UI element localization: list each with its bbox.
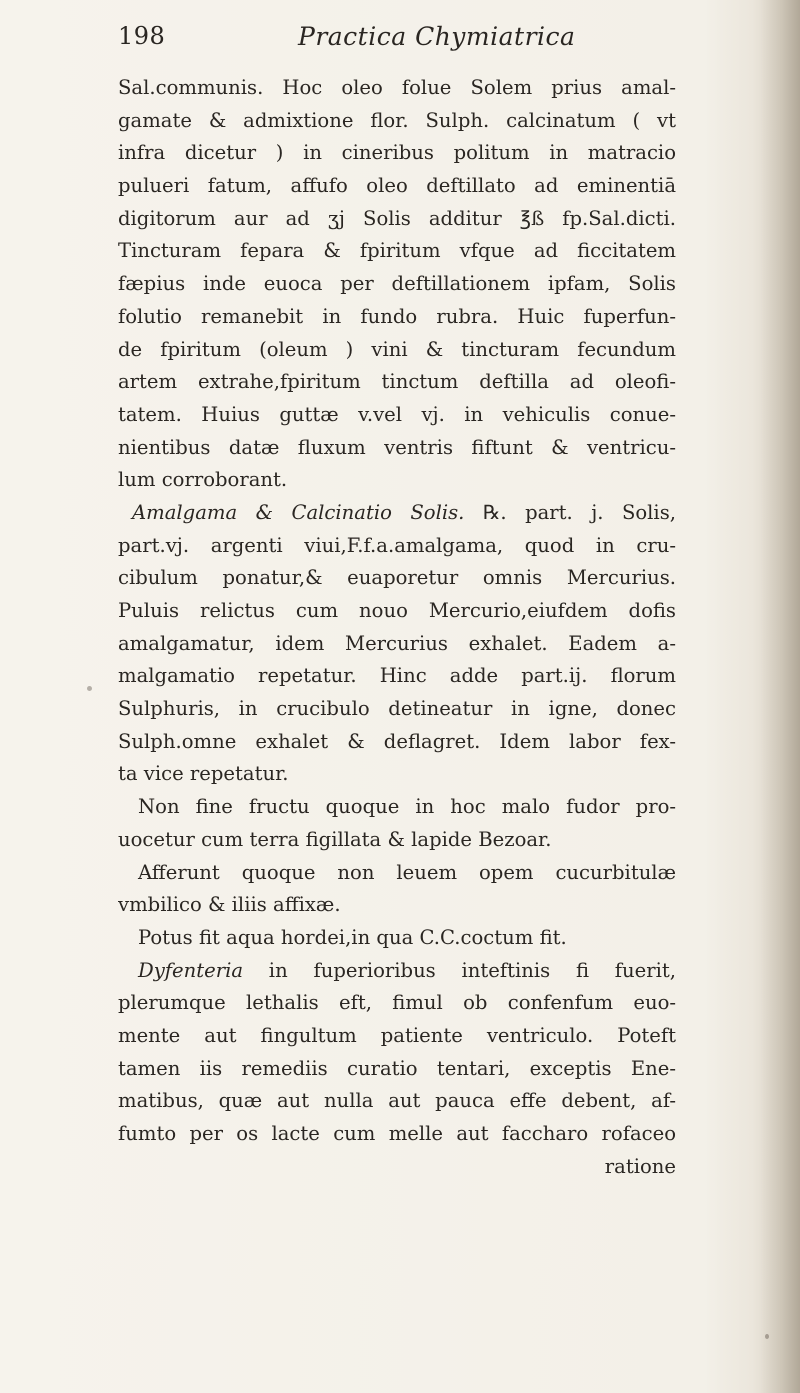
text-line: tamen iis remediis curatio tentari, exceptis Ene-	[118, 1056, 676, 1080]
text-line: digitorum aur ad ʒj Solis additur ℥ß fp.Sal.dicti.	[118, 206, 676, 230]
italic-heading: Dyfenteria	[138, 958, 244, 982]
ink-speck	[87, 686, 92, 691]
text-line: Sal.communis. Hoc oleo folue Solem prius amal-	[118, 76, 676, 99]
line-text: ℞. part. j. Solis,	[464, 500, 676, 524]
text-line: mente aut fingultum patiente ventriculo. Poteft	[118, 1023, 676, 1047]
ink-speck	[765, 1334, 769, 1339]
text-line: pulueri fatum, affufo oleo deftillato ad eminentiā	[118, 174, 676, 198]
text-line: Afferunt quoque non leuem opem cucurbitulæ	[138, 860, 676, 884]
text-line: matibus, quæ aut nulla aut pauca effe debent, af-	[118, 1089, 676, 1113]
italic-heading: Amalgama & Calcinatio Solis.	[132, 500, 465, 524]
running-title: Practica Chymiatrica	[298, 22, 576, 51]
text-line	[118, 955, 676, 988]
text-line: Sulph.omne exhalet & deflagret. Idem labor fex-	[118, 729, 676, 753]
page-header	[118, 14, 678, 58]
text-line: ratione	[604, 1154, 676, 1178]
text-line: fumto per os lacte cum melle aut faccharo rofaceo	[118, 1122, 676, 1145]
text-line: fæpius inde euoca per deftillationem ipfam, Solis	[118, 272, 676, 296]
text-line: artem extrahe,fpiritum tinctum deftilla ad oleofi-	[118, 370, 676, 394]
page-gutter-shadow	[760, 0, 800, 1393]
text-line: gamate & admixtione flor. Sulph. calcinatum ( vt	[118, 108, 676, 132]
text-line	[118, 497, 676, 530]
text-line: ta vice repetatur.	[118, 762, 289, 786]
text-line: folutio remanebit in fundo rubra. Huic fuperfun-	[118, 304, 676, 328]
text-line: uocetur cum terra figillata & lapide Bezoar.	[118, 827, 552, 851]
page-number: 198	[118, 22, 166, 50]
text-line: de fpiritum (oleum ) vini & tincturam fecundum	[118, 337, 676, 361]
text-line: Potus fit aqua hordei,in qua C.C.coctum fit.	[138, 925, 567, 949]
line-text: in fuperioribus inteftinis fi fuerit,	[243, 958, 676, 982]
text-line: Sulphuris, in crucibulo detineatur in igne, donec	[118, 697, 676, 721]
text-line: Tincturam fepara & fpiritum vfque ad ficcitatem	[118, 239, 676, 263]
text-line: malgamatio repetatur. Hinc adde part.ij. florum	[118, 664, 676, 688]
text-line: amalgamatur, idem Mercurius exhalet. Eadem a-	[118, 631, 676, 655]
text-line: Non fine fructu quoque in hoc malo fudor pro-	[138, 795, 676, 819]
text-line: cibulum ponatur,& euaporetur omnis Mercurius.	[118, 566, 676, 590]
text-line: Puluis relictus cum nouo Mercurio,eiufdem dofis	[118, 599, 676, 622]
text-line: part.vj. argenti viui,F.f.a.amalgama, quod in cru-	[118, 533, 676, 557]
text-line: plerumque lethalis eft, fimul ob confenfum euo-	[118, 991, 676, 1015]
text-line: vmbilico & iliis affixæ.	[118, 893, 341, 917]
text-line: nientibus datæ fluxum ventris fiftunt & ventricu-	[118, 435, 676, 459]
text-line: infra dicetur ) in cineribus politum in matracio	[118, 141, 676, 165]
text-line: tatem. Huius guttæ v.vel vj. in vehiculis conue-	[118, 402, 676, 426]
body-text	[118, 72, 676, 1183]
text-line: lum corroborant.	[118, 468, 288, 492]
